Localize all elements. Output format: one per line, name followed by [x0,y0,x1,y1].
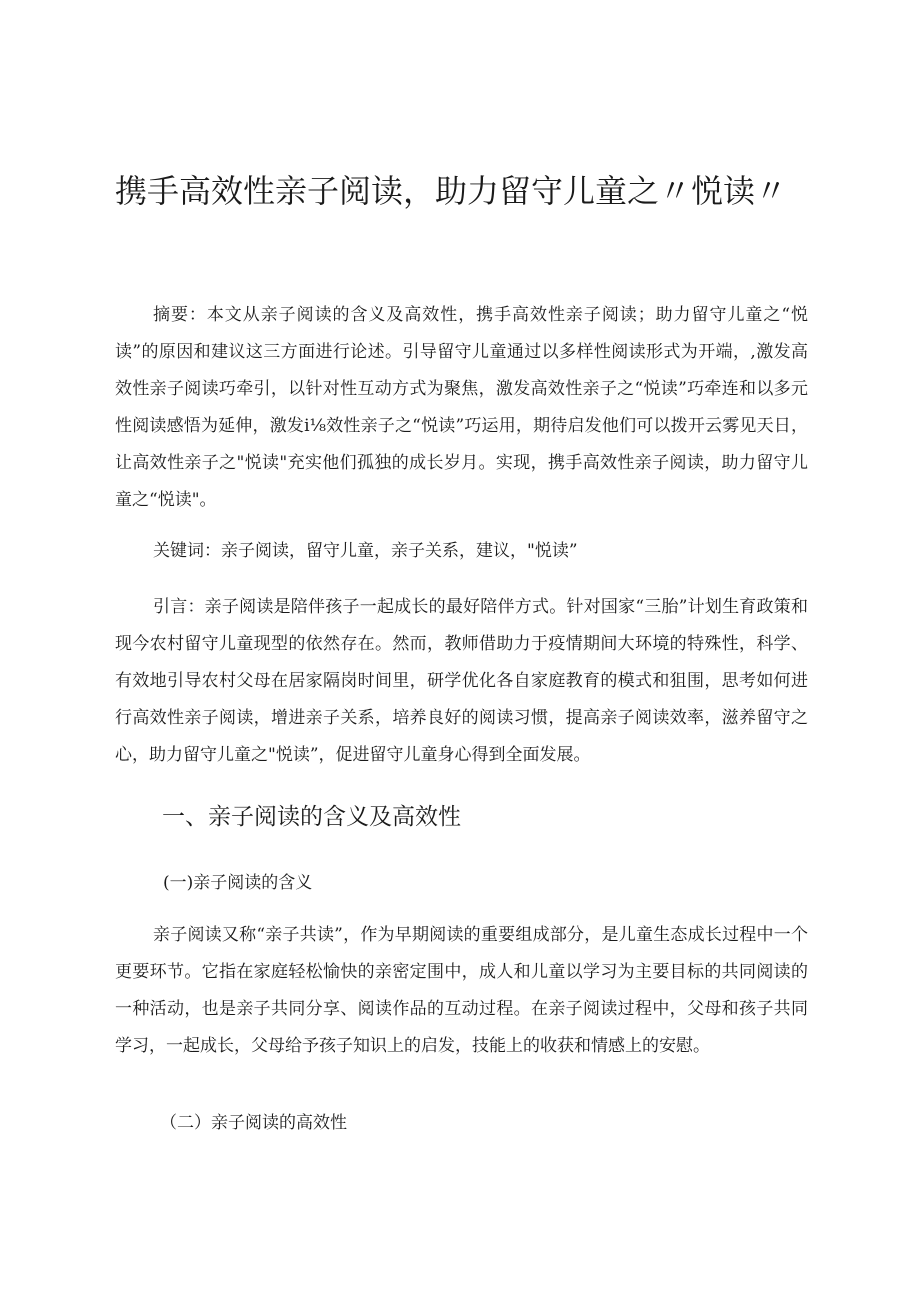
introduction-paragraph: 引言：亲子阅读是陪伴孩子一起成长的最好陪伴方式。针对国家“三胎”计划生育政策和现今农村留守儿童现型的依然存在。然而，教师借助力于疫情期间大环境的特殊性，科学、有效地引导农村父母在居家隔岗时间里，研学优化各自家庭教育的模式和狙围，思考如何进行高效性亲子阅读，增进亲子关系，培养良好的阅读习惯，提高亲子阅读效率，滋养留守之心，助力留守儿童之"悦读”，促进留守儿童身心得到全面发展。 [115,597,808,765]
keywords-paragraph: 关键词：亲子阅读，留守儿童，亲子关系，建议，"悦读” [153,541,578,561]
document-title: 携手高效性亲子阅读，助力留守儿童之〃悦读〃 [115,172,788,210]
section-heading-1: 一、亲子阅读的含义及高效性 [162,804,461,830]
subsection-heading-1-1: (一)亲子阅读的含义 [163,873,313,893]
subsection-heading-1-2: （二）亲子阅读的高效性 [160,1113,347,1133]
abstract-paragraph: 摘要：本文从亲子阅读的含义及高效性，携手高效性亲子阅读；助力留守儿童之“悦读”的原因和建议这三方面进行论述。引导留守儿童通过以多样性阅读形式为开端，,激发高效性亲子阅读巧牵引，以针对性互动方式为聚焦，激发高效性亲子之“悦读”巧牵连和以多元性阅读感悟为延伸，激发i⅛效性亲子之“悦读”巧运用，期待启发他们可以拨开云雾见天日，让高效性亲子之"悦读"充实他们孤独的成长岁月。实现，携手高效性亲子阅读，助力留守儿童之“悦读"。 [115,305,808,510]
subsection-body-1-1: 亲子阅读又称“亲子共读”，作为早期阅读的重要组成部分，是儿童生态成长过程中一个更要环节。它指在家庭轻松愉快的亲密定围中，成人和儿童以学习为主要目标的共同阅读的一种活动，也是亲子共同分享、阅读作品的互动过程。在亲子阅读过程中，父母和孩子共同学习，一起成长，父母给予孩子知识上的启发，技能上的收获和情感上的安慰。 [115,925,808,1056]
